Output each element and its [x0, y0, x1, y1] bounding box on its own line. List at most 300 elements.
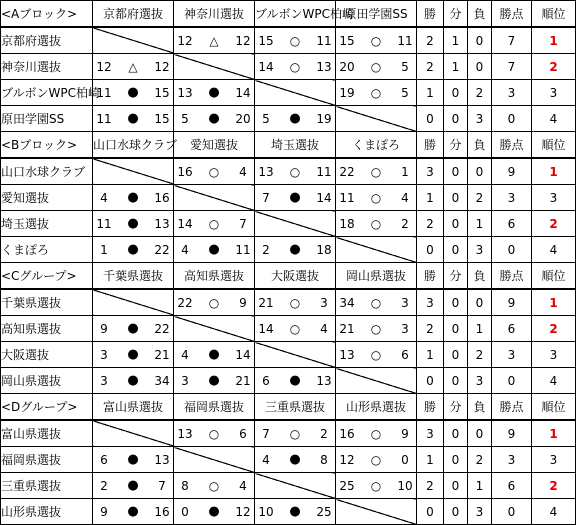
match-score-cell — [255, 420, 336, 447]
goals-for: 21 — [339, 321, 355, 336]
draw-count: 0 — [444, 106, 468, 132]
goals-against: 25 — [316, 504, 332, 519]
group-header-row — [1, 132, 576, 159]
goals-for: 11 — [339, 190, 355, 205]
match-score-cell — [336, 27, 417, 54]
win-count: 1 — [417, 447, 444, 473]
goals-for: 3 — [100, 347, 108, 362]
self-match-cell — [174, 185, 255, 211]
goals-against: 9 — [239, 295, 247, 310]
loss-count: 2 — [468, 80, 492, 106]
match-score-cell — [255, 106, 336, 132]
goals-for: 10 — [258, 504, 274, 519]
draw-count: 0 — [444, 158, 468, 185]
goals-against: 14 — [235, 85, 251, 100]
score — [255, 165, 335, 179]
loss-mark-icon: ● — [127, 111, 139, 126]
score — [93, 111, 173, 126]
goals-against: 4 — [320, 321, 328, 336]
win-mark-icon: ○ — [370, 478, 382, 493]
column-header-win: 勝 — [417, 1, 444, 28]
score — [336, 86, 416, 100]
match-score-cell — [255, 316, 336, 342]
rank: 4 — [532, 106, 576, 132]
goals-against: 16 — [154, 504, 170, 519]
win-mark-icon: ○ — [289, 33, 301, 48]
points-count: 0 — [492, 368, 532, 394]
match-score-cell — [93, 54, 174, 80]
rank: 2 — [532, 316, 576, 342]
loss-count: 0 — [468, 420, 492, 447]
goals-for: 13 — [177, 426, 193, 441]
draw-count: 1 — [444, 54, 468, 80]
column-header-rank: 順位 — [532, 1, 576, 28]
goals-against: 13 — [154, 216, 170, 231]
match-score-cell — [255, 499, 336, 525]
column-header-points: 勝点 — [492, 394, 532, 421]
goals-for: 5 — [181, 111, 189, 126]
goals-for: 1 — [100, 242, 108, 257]
column-header-points: 勝点 — [492, 1, 532, 28]
team-row — [1, 158, 576, 185]
team-row — [1, 106, 576, 132]
goals-for: 2 — [100, 478, 108, 493]
match-score-cell — [174, 106, 255, 132]
loss-mark-icon: ● — [289, 111, 301, 126]
win-count: 2 — [417, 27, 444, 54]
score — [336, 165, 416, 179]
opponent-header: 大阪選抜 — [255, 263, 336, 290]
loss-mark-icon: ● — [127, 85, 139, 100]
column-header-draw: 分 — [444, 132, 468, 159]
goals-for: 6 — [100, 452, 108, 467]
match-score-cell — [174, 211, 255, 237]
win-count: 0 — [417, 499, 444, 525]
loss-mark-icon: ● — [208, 111, 220, 126]
goals-against: 11 — [316, 164, 332, 179]
draw-count: 0 — [444, 368, 468, 394]
column-header-rank: 順位 — [532, 263, 576, 290]
team-name: 富山県選抜 — [1, 420, 93, 447]
team-row — [1, 368, 576, 394]
goals-against: 20 — [235, 111, 251, 126]
win-count: 2 — [417, 316, 444, 342]
self-match-cell — [336, 368, 417, 394]
self-match-cell — [174, 447, 255, 473]
win-mark-icon: ○ — [370, 426, 382, 441]
loss-count: 0 — [468, 27, 492, 54]
match-score-cell — [93, 499, 174, 525]
loss-count: 1 — [468, 316, 492, 342]
goals-against: 11 — [235, 242, 251, 257]
win-mark-icon: ○ — [370, 190, 382, 205]
opponent-header: 福岡県選抜 — [174, 394, 255, 421]
self-match-cell — [93, 420, 174, 447]
match-score-cell — [336, 80, 417, 106]
loss-count: 2 — [468, 185, 492, 211]
match-score-cell — [255, 185, 336, 211]
goals-against: 14 — [235, 347, 251, 362]
score — [255, 242, 335, 257]
goals-against: 21 — [235, 373, 251, 388]
goals-for: 4 — [262, 452, 270, 467]
rank: 2 — [532, 211, 576, 237]
match-score-cell — [255, 237, 336, 263]
goals-against: 2 — [320, 426, 328, 441]
win-mark-icon: ○ — [370, 295, 382, 310]
team-row — [1, 80, 576, 106]
goals-for: 19 — [339, 85, 355, 100]
opponent-header: 富山県選抜 — [93, 394, 174, 421]
match-score-cell — [174, 80, 255, 106]
goals-against: 19 — [316, 111, 332, 126]
loss-mark-icon: ● — [127, 216, 139, 231]
win-count: 0 — [417, 368, 444, 394]
match-score-cell — [93, 473, 174, 499]
column-header-win: 勝 — [417, 132, 444, 159]
match-score-cell — [174, 158, 255, 185]
goals-for: 7 — [262, 426, 270, 441]
rank: 3 — [532, 342, 576, 368]
goals-against: 34 — [154, 373, 170, 388]
goals-against: 9 — [401, 426, 409, 441]
win-mark-icon: ○ — [370, 85, 382, 100]
goals-against: 15 — [154, 85, 170, 100]
match-score-cell — [93, 106, 174, 132]
loss-count: 3 — [468, 106, 492, 132]
standings-body — [1, 1, 576, 525]
loss-mark-icon: ● — [289, 504, 301, 519]
goals-against: 11 — [397, 33, 413, 48]
points-count: 0 — [492, 499, 532, 525]
opponent-header: くまぽろ — [336, 132, 417, 159]
team-row — [1, 473, 576, 499]
self-match-cell — [93, 158, 174, 185]
group-label: <Cグループ> — [1, 263, 93, 290]
draw-count: 0 — [444, 499, 468, 525]
loss-mark-icon: ● — [127, 242, 139, 257]
draw-mark-icon: △ — [128, 59, 138, 74]
match-score-cell — [336, 420, 417, 447]
goals-against: 4 — [239, 478, 247, 493]
score — [255, 427, 335, 441]
column-header-rank: 順位 — [532, 394, 576, 421]
column-header-points: 勝点 — [492, 263, 532, 290]
column-header-win: 勝 — [417, 263, 444, 290]
match-score-cell — [336, 289, 417, 316]
win-mark-icon: ○ — [370, 347, 382, 362]
goals-for: 14 — [258, 59, 274, 74]
goals-for: 11 — [96, 216, 112, 231]
points-count: 0 — [492, 106, 532, 132]
match-score-cell — [93, 368, 174, 394]
goals-against: 7 — [158, 478, 166, 493]
column-header-points: 勝点 — [492, 132, 532, 159]
goals-against: 13 — [316, 59, 332, 74]
score — [93, 85, 173, 100]
column-header-draw: 分 — [444, 394, 468, 421]
goals-against: 18 — [316, 242, 332, 257]
match-score-cell — [336, 185, 417, 211]
group-header-row — [1, 1, 576, 28]
opponent-header: 原田学園SS — [336, 1, 417, 28]
column-header-loss: 負 — [468, 132, 492, 159]
score — [336, 191, 416, 205]
goals-for: 14 — [177, 216, 193, 231]
win-mark-icon: ○ — [289, 295, 301, 310]
opponent-header: 山口水球クラブ — [93, 132, 174, 159]
goals-for: 3 — [100, 373, 108, 388]
column-header-loss: 負 — [468, 394, 492, 421]
goals-against: 11 — [316, 33, 332, 48]
win-mark-icon: ○ — [208, 216, 220, 231]
team-name: 山形県選抜 — [1, 499, 93, 525]
goals-for: 2 — [262, 242, 270, 257]
team-row — [1, 185, 576, 211]
loss-mark-icon: ● — [208, 347, 220, 362]
win-mark-icon: ○ — [370, 321, 382, 336]
match-score-cell — [174, 237, 255, 263]
score — [255, 452, 335, 467]
score — [174, 217, 254, 231]
goals-against: 13 — [316, 373, 332, 388]
win-count: 1 — [417, 185, 444, 211]
loss-mark-icon: ● — [289, 452, 301, 467]
score — [336, 322, 416, 336]
loss-mark-icon: ● — [289, 242, 301, 257]
win-mark-icon: ○ — [289, 59, 301, 74]
score — [174, 427, 254, 441]
points-count: 6 — [492, 316, 532, 342]
score — [255, 34, 335, 48]
win-count: 0 — [417, 237, 444, 263]
self-match-cell — [174, 316, 255, 342]
column-header-loss: 負 — [468, 263, 492, 290]
goals-for: 12 — [96, 59, 112, 74]
score — [174, 479, 254, 493]
goals-against: 7 — [239, 216, 247, 231]
self-match-cell — [255, 80, 336, 106]
loss-mark-icon: ● — [289, 373, 301, 388]
team-row — [1, 316, 576, 342]
team-name: 愛知選抜 — [1, 185, 93, 211]
goals-against: 3 — [320, 295, 328, 310]
loss-count: 0 — [468, 158, 492, 185]
group-label: <Bブロック> — [1, 132, 93, 159]
draw-count: 0 — [444, 185, 468, 211]
self-match-cell — [255, 342, 336, 368]
goals-against: 10 — [397, 478, 413, 493]
self-match-cell — [93, 289, 174, 316]
match-score-cell — [336, 473, 417, 499]
loss-mark-icon: ● — [127, 452, 139, 467]
opponent-header: 愛知選抜 — [174, 132, 255, 159]
goals-for: 13 — [177, 85, 193, 100]
loss-mark-icon: ● — [208, 85, 220, 100]
points-count: 7 — [492, 27, 532, 54]
rank: 4 — [532, 237, 576, 263]
loss-mark-icon: ● — [127, 504, 139, 519]
win-mark-icon: ○ — [208, 426, 220, 441]
score — [336, 217, 416, 231]
team-name: 京都府選抜 — [1, 27, 93, 54]
draw-count: 0 — [444, 211, 468, 237]
column-header-loss: 負 — [468, 1, 492, 28]
win-mark-icon: ○ — [370, 33, 382, 48]
match-score-cell — [93, 185, 174, 211]
win-mark-icon: ○ — [370, 452, 382, 467]
score — [255, 296, 335, 310]
goals-for: 12 — [177, 33, 193, 48]
goals-against: 4 — [401, 190, 409, 205]
loss-mark-icon: ● — [127, 478, 139, 493]
score — [93, 478, 173, 493]
match-score-cell — [174, 342, 255, 368]
loss-mark-icon: ● — [208, 242, 220, 257]
win-count: 1 — [417, 342, 444, 368]
points-count: 3 — [492, 447, 532, 473]
draw-count: 0 — [444, 420, 468, 447]
goals-for: 15 — [258, 33, 274, 48]
points-count: 3 — [492, 342, 532, 368]
points-count: 9 — [492, 289, 532, 316]
score — [174, 242, 254, 257]
goals-for: 9 — [100, 321, 108, 336]
score — [174, 347, 254, 362]
goals-against: 16 — [154, 190, 170, 205]
team-row — [1, 237, 576, 263]
loss-count: 2 — [468, 342, 492, 368]
rank: 3 — [532, 185, 576, 211]
goals-against: 12 — [235, 33, 251, 48]
win-count: 3 — [417, 289, 444, 316]
team-row — [1, 27, 576, 54]
score — [336, 427, 416, 441]
group-label: <Dグループ> — [1, 394, 93, 421]
win-mark-icon: ○ — [289, 164, 301, 179]
goals-for: 5 — [262, 111, 270, 126]
win-mark-icon: ○ — [370, 216, 382, 231]
score — [93, 347, 173, 362]
opponent-header: 埼玉選抜 — [255, 132, 336, 159]
score — [93, 216, 173, 231]
draw-count: 0 — [444, 473, 468, 499]
loss-count: 3 — [468, 368, 492, 394]
points-count: 3 — [492, 80, 532, 106]
rank: 3 — [532, 80, 576, 106]
team-row — [1, 342, 576, 368]
score — [174, 373, 254, 388]
draw-count: 0 — [444, 80, 468, 106]
win-count: 3 — [417, 420, 444, 447]
goals-against: 1 — [401, 164, 409, 179]
goals-for: 7 — [262, 190, 270, 205]
rank: 1 — [532, 420, 576, 447]
match-score-cell — [255, 368, 336, 394]
match-score-cell — [93, 447, 174, 473]
match-score-cell — [174, 289, 255, 316]
goals-against: 21 — [154, 347, 170, 362]
score — [174, 85, 254, 100]
match-score-cell — [174, 499, 255, 525]
self-match-cell — [255, 473, 336, 499]
team-name: 大阪選抜 — [1, 342, 93, 368]
goals-against: 15 — [154, 111, 170, 126]
goals-for: 4 — [100, 190, 108, 205]
points-count: 3 — [492, 185, 532, 211]
team-row — [1, 420, 576, 447]
draw-count: 0 — [444, 237, 468, 263]
match-score-cell — [255, 158, 336, 185]
goals-against: 5 — [401, 85, 409, 100]
self-match-cell — [336, 237, 417, 263]
rank: 4 — [532, 368, 576, 394]
rank: 2 — [532, 54, 576, 80]
team-name: くまぽろ — [1, 237, 93, 263]
score — [255, 504, 335, 519]
match-score-cell — [174, 420, 255, 447]
win-count: 2 — [417, 473, 444, 499]
rank: 3 — [532, 447, 576, 473]
goals-for: 4 — [181, 242, 189, 257]
goals-for: 4 — [181, 347, 189, 362]
goals-against: 5 — [401, 59, 409, 74]
score — [336, 479, 416, 493]
group-header-row — [1, 263, 576, 290]
team-name: 高知県選抜 — [1, 316, 93, 342]
score — [255, 190, 335, 205]
team-name: 千葉県選抜 — [1, 289, 93, 316]
group-header-row — [1, 394, 576, 421]
goals-for: 34 — [339, 295, 355, 310]
column-header-win: 勝 — [417, 394, 444, 421]
self-match-cell — [93, 27, 174, 54]
win-mark-icon: ○ — [370, 164, 382, 179]
loss-mark-icon: ● — [208, 504, 220, 519]
goals-for: 25 — [339, 478, 355, 493]
score — [174, 34, 254, 48]
loss-count: 2 — [468, 447, 492, 473]
loss-mark-icon: ● — [289, 190, 301, 205]
team-name: 岡山県選抜 — [1, 368, 93, 394]
points-count: 9 — [492, 420, 532, 447]
goals-for: 9 — [100, 504, 108, 519]
goals-for: 22 — [177, 295, 193, 310]
score — [93, 321, 173, 336]
loss-mark-icon: ● — [127, 321, 139, 336]
match-score-cell — [336, 342, 417, 368]
goals-against: 8 — [320, 452, 328, 467]
points-count: 7 — [492, 54, 532, 80]
points-count: 9 — [492, 158, 532, 185]
team-name: 三重県選抜 — [1, 473, 93, 499]
goals-for: 11 — [96, 111, 112, 126]
score — [336, 60, 416, 74]
win-mark-icon: ○ — [289, 426, 301, 441]
score — [255, 322, 335, 336]
goals-for: 22 — [339, 164, 355, 179]
group-label: <Aブロック> — [1, 1, 93, 28]
goals-for: 3 — [181, 373, 189, 388]
match-score-cell — [255, 54, 336, 80]
draw-count: 0 — [444, 447, 468, 473]
match-score-cell — [336, 54, 417, 80]
score — [93, 504, 173, 519]
goals-against: 6 — [401, 347, 409, 362]
goals-against: 3 — [401, 295, 409, 310]
team-name: 原田学園SS — [1, 106, 93, 132]
match-score-cell — [93, 237, 174, 263]
